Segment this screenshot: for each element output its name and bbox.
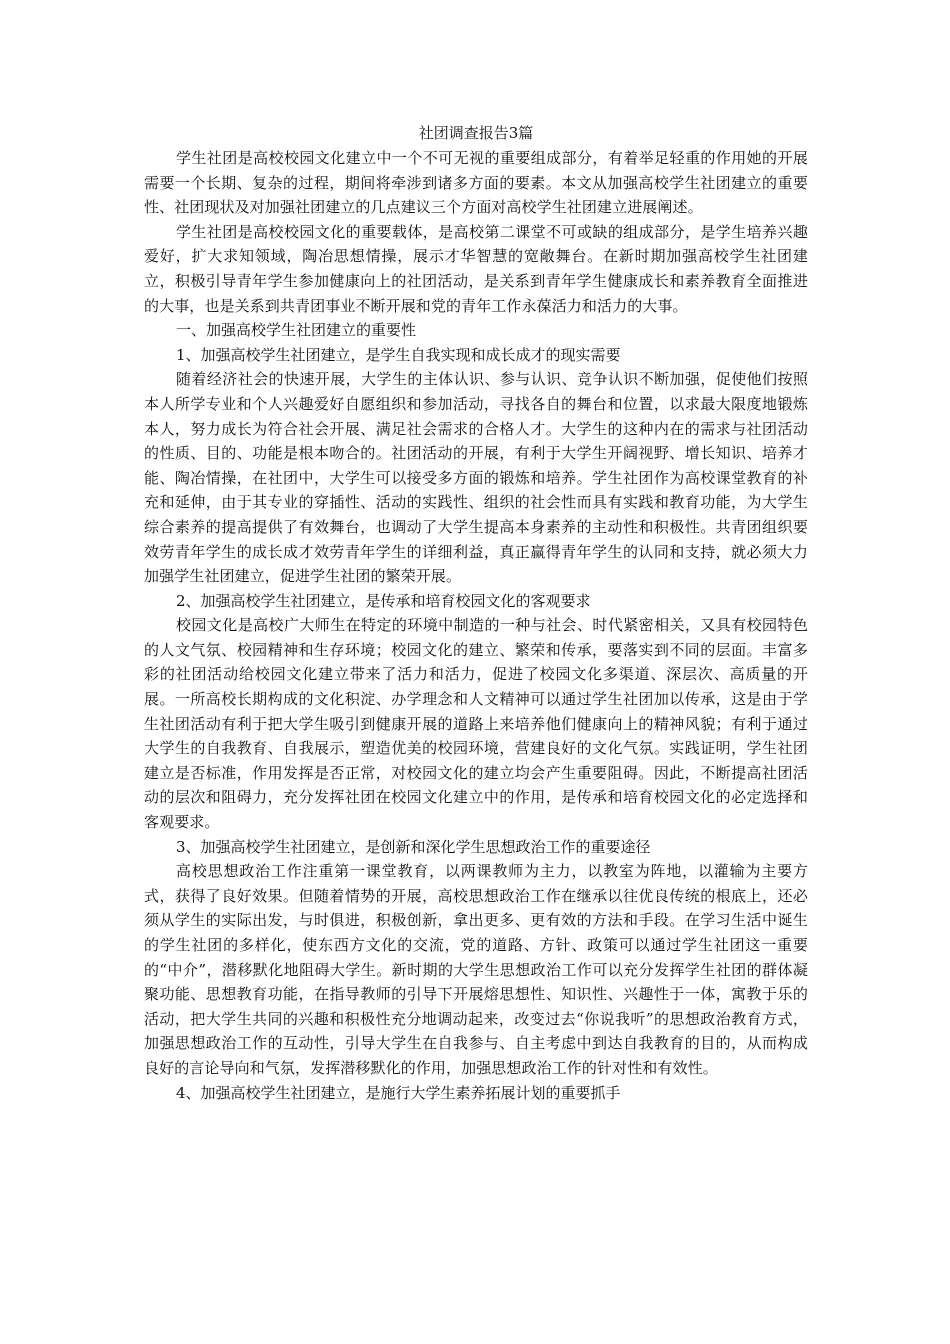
intro-paragraph-2: 学生社团是高校校园文化的重要载体，是高校第二课堂不可或缺的组成部分，是学生培养兴趣爱好，扩大求知领域，陶冶思想情操，展示才华智慧的宽敞舞台。在新时期加强高校学生社团建立，积极引导青年学生参加健康向上的社团活动，是关系到青年学生健康成长和素养教育全面推进的大事，也是关系到共青团事业不断开展和党的青年工作永葆活力和活力的大事。 [144,222,808,315]
subsection-heading-3: 3、加强高校学生社团建立，是创新和深化学生思想政治工作的重要途径 [176,837,651,856]
subsection-heading-2: 2、加强高校学生社团建立，是传承和培育校园文化的客观要求 [176,591,591,610]
subsection-paragraph-1: 随着经济社会的快速开展，大学生的主体认识、参与认识、竞争认识不断加强，促使他们按照本人所学专业和个人兴趣爱好自愿组织和参加活动，寻找各自的舞台和位置，以求最大限度地锻炼本人，努力成长为符合社会开展、满足社会需求的合格人才。大学生的这种内在的需求与社团活动的性质、目的、功能是根本吻合的。社团活动的开展，有利于大学生开阔视野、增长知识、培养才能、陶冶情操，在社团中，大学生可以接受多方面的锻炼和培养。学生社团作为高校课堂教育的补充和延伸，由于其专业的穿插性、活动的实践性、组织的社会性而具有实践和教育功能，为大学生综合素养的提高提供了有效舞台，也调动了大学生提高本身素养的主动性和积极性。共青团组织要效劳青年学生的成长成才效劳青年学生的详细利益，真正赢得青年学生的认同和支持，就必须大力加强学生社团建立，促进学生社团的繁荣开展。 [144,370,808,586]
document-title: 社团调查报告3篇 [418,124,534,142]
subsection-paragraph-3: 高校思想政治工作注重第一课堂教育，以两课教师为主力，以教室为阵地，以灌输为主要方式，获得了良好效果。但随着情势的开展，高校思想政治工作在继承以往优良传统的根底上，还必须从学生的实际出发，与时俱进，积极创新，拿出更多、更有效的方法和手段。在学习生活中诞生的学生社团的多样化，使东西方文化的交流，党的道路、方针、政策可以通过学生社团这一重要的“中介”，潜移默化地阻碍大学生。新时期的大学生思想政治工作可以充分发挥学生社团的群体凝聚功能、思想教育功能，在指导教师的引导下开展熔思想性、知识性、兴趣性于一体，寓教于乐的活动，把大学生共同的兴趣和积极性充分地调动起来，改变过去“你说我听”的思想政治教育方式，加强思想政治工作的互动性，引导大学生在自我参与、自主考虑中到达自我教育的目的，从而构成良好的言论导向和气氛，发挥潜移默化的作用，加强思想政治工作的针对性和有效性。 [144,862,808,1077]
subsection-heading-4: 4、加强高校学生社团建立，是施行大学生素养拓展计划的重要抓手 [176,1083,621,1102]
intro-paragraph-1: 学生社团是高校校园文化建立中一个不可无视的重要组成部分，有着举足轻重的作用她的开展需要一个长期、复杂的过程，期间将牵涉到诸多方面的要素。本文从加强高校学生社团建立的重要性、社团现状及对加强社团建立的几点建议三个方面对高校学生社团建立进展阐述。 [144,149,808,217]
section-heading-1: 一、加强高校学生社团建立的重要性 [176,321,417,340]
document-page [144,122,808,1105]
subsection-paragraph-2: 校园文化是高校广大师生在特定的环境中制造的一种与社会、时代紧密相关，又具有校园特色的人文气氛、校园精神和生存环境；校园文化的建立、繁荣和传承，要落实到不同的层面。丰富多彩的社团活动给校园文化建立带来了活力和活力，促进了校园文化多渠道、深层次、高质量的开展。一所高校长期构成的文化积淀、办学理念和人文精神可以通过学生社团加以传承，这是由于学生社团活动有利于把大学生吸引到健康开展的道路上来培养他们健康向上的精神风貌；有利于通过大学生的自我教育、自我展示，塑造优美的校园环境，营建良好的文化气氛。实践证明，学生社团建立是否标准，作用发挥是否正常，对校园文化的建立均会产生重要阻碍。因此，不断提高社团活动的层次和阻碍力，充分发挥社团在校园文化建立中的作用，是传承和培育校园文化的必定选择和客观要求。 [144,616,808,832]
subsection-heading-1: 1、加强高校学生社团建立，是学生自我实现和成长成才的现实需要 [176,345,621,364]
